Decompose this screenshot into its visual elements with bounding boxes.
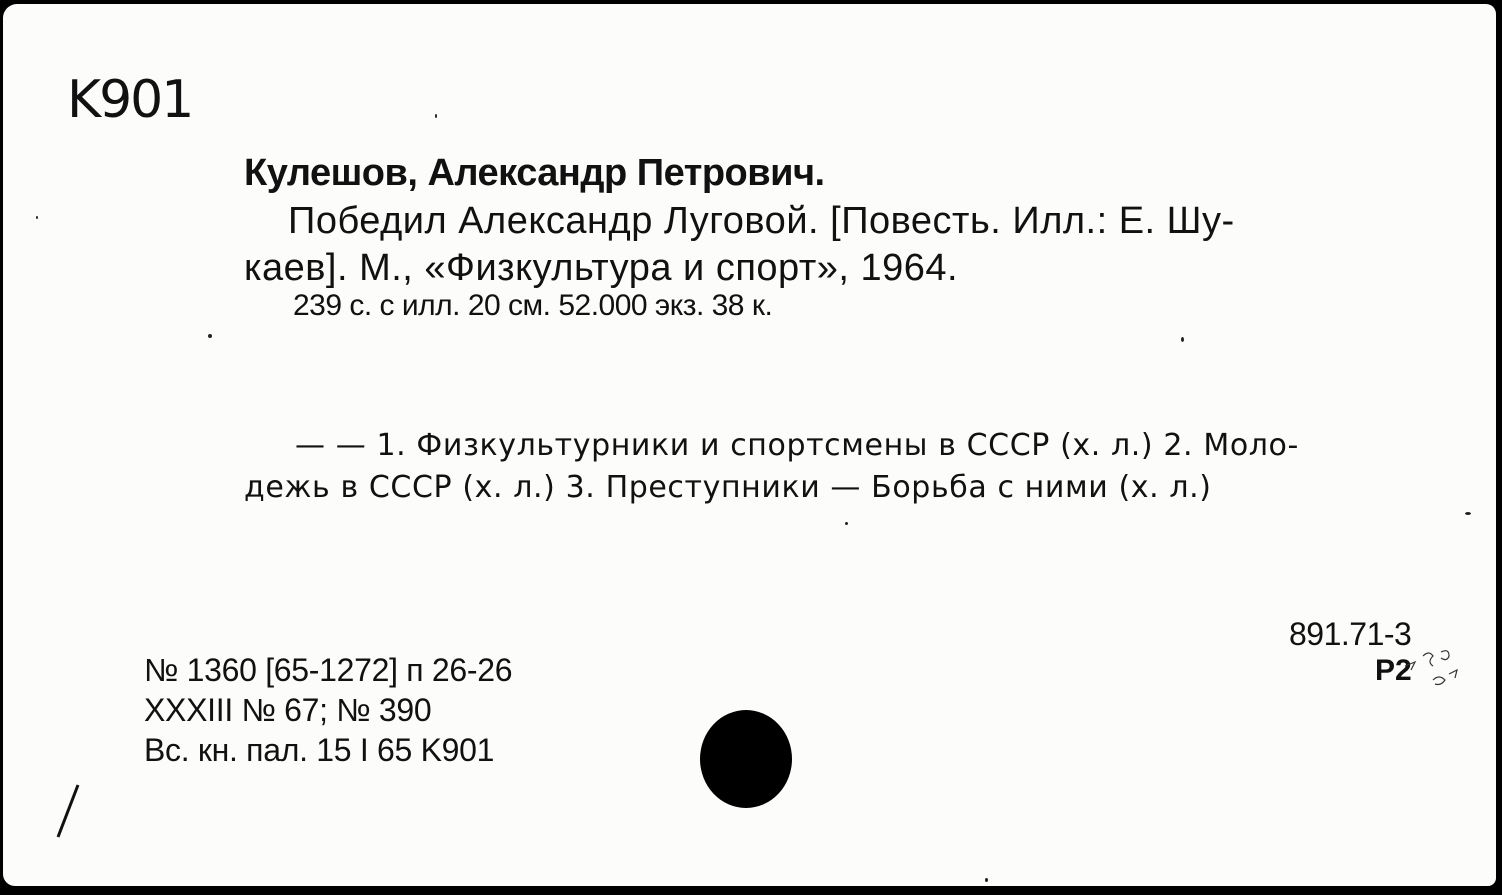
- handwritten-scribble: [1403, 644, 1483, 694]
- classification-code: 891.71-3: [1289, 616, 1412, 652]
- punch-hole: [700, 710, 792, 808]
- collation: 239 с. с илл. 20 см. 52.000 экз. 38 к.: [293, 289, 773, 322]
- title-line-1: Победил Александр Луговой. [Повесть. Илл.: Е. Шу-: [288, 200, 1235, 242]
- slash-mark: [53, 782, 83, 842]
- dust-speck: [435, 114, 437, 118]
- record-reference-line: XXXIII № 67; № 390: [144, 692, 432, 728]
- dust-speck: [1181, 337, 1184, 342]
- call-number: K901: [67, 70, 193, 130]
- author-heading: Кулешов, Александр Петрович.: [244, 152, 825, 194]
- book-chamber-line: Вс. кн. пал. 15 I 65 K901: [144, 732, 495, 768]
- subject-headings-line-2: дежь в СССР (х. л.) 3. Преступники — Борьба с ними (х. л.): [244, 470, 1212, 505]
- dust-speck: [845, 522, 848, 525]
- catalog-card: [3, 4, 1496, 886]
- dust-speck: [208, 334, 212, 338]
- dust-speck: [36, 216, 38, 219]
- author-mark: P2: [1375, 654, 1412, 687]
- dust-speck: [985, 878, 988, 882]
- subject-headings-line-1: — — 1. Физкультурники и спортсмены в СССР (х. л.) 2. Моло-: [295, 428, 1299, 463]
- record-number-line: № 1360 [65-1272] п 26-26: [144, 652, 513, 688]
- dust-speck: [1465, 512, 1471, 515]
- title-line-2: каев]. М., «Физкультура и спорт», 1964.: [244, 247, 959, 289]
